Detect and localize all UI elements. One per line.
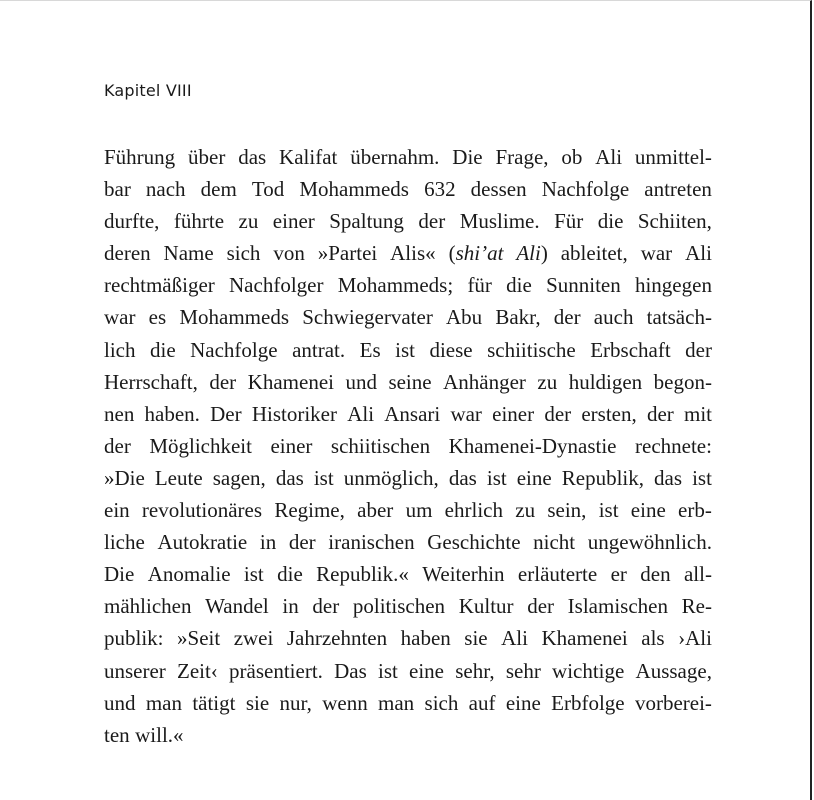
word: in: [259, 530, 277, 555]
word: das: [238, 145, 267, 169]
word: Geschichte: [427, 530, 521, 555]
text-line: [104, 687, 712, 719]
word: ist: [313, 465, 334, 490]
text-line: [104, 366, 712, 398]
word: liche: [104, 530, 145, 555]
word: 632: [424, 177, 456, 202]
word: ›Ali: [678, 626, 712, 651]
word: dem: [200, 177, 237, 202]
word: rechtmäßiger: [104, 273, 215, 298]
word: Muslime.: [459, 209, 540, 234]
word: zu: [238, 209, 259, 234]
word: Khamenei: [247, 369, 334, 394]
word: unmittel-: [634, 145, 712, 169]
text-line: [104, 558, 712, 590]
text-line: [104, 494, 712, 526]
word: auch: [593, 305, 634, 330]
word: das: [275, 465, 304, 490]
word: Mohammeds;: [337, 273, 454, 298]
word: für: [467, 273, 492, 298]
word: der: [104, 433, 131, 458]
word: über: [188, 145, 226, 169]
word: Aussage,: [635, 658, 712, 683]
word: Ali): [516, 241, 548, 266]
running-head: Kapitel VIII: [104, 81, 192, 100]
word: eine: [505, 690, 541, 715]
word: Ali: [685, 241, 712, 266]
word: mählichen: [104, 594, 192, 619]
word: Die: [104, 562, 135, 587]
text-line: [104, 141, 712, 173]
text-line: [104, 622, 712, 654]
text-line: [104, 237, 712, 269]
word: man: [145, 690, 182, 715]
body-text: [104, 141, 712, 751]
word: Führung: [104, 145, 176, 169]
word: sich: [226, 241, 261, 266]
word: ist: [692, 465, 712, 490]
word: diese: [429, 337, 473, 362]
word: Herrschaft,: [104, 369, 198, 394]
word: Es: [359, 337, 381, 362]
word: lich: [104, 337, 136, 362]
word: den: [640, 562, 671, 587]
word: und: [345, 369, 377, 394]
text-line: [104, 173, 712, 205]
word: mit: [683, 401, 712, 426]
word: Republik,: [561, 465, 644, 490]
word: Kultur: [458, 594, 514, 619]
word: hingegen: [634, 273, 712, 298]
word: Der: [210, 401, 242, 426]
word: man: [378, 690, 415, 715]
word: tatsäch-: [646, 305, 712, 330]
word: ist: [598, 498, 619, 523]
text-line: [104, 205, 712, 237]
word: die: [149, 337, 176, 362]
word: revolutionäres: [141, 498, 263, 523]
word: zwei: [233, 626, 274, 651]
word: von: [273, 241, 305, 266]
word: antreten: [644, 177, 712, 202]
word: Khamenei: [541, 626, 628, 651]
word: nach: [145, 177, 186, 202]
word: und: [104, 690, 136, 715]
word: der: [646, 401, 674, 426]
word: ist: [243, 562, 264, 587]
word: Islamischen: [567, 594, 668, 619]
word: Autokratie: [157, 530, 248, 555]
word: der: [553, 305, 581, 330]
word: Ansari: [384, 401, 441, 426]
word: Ali: [347, 401, 375, 426]
text-line: [104, 719, 712, 751]
word: rechnete:: [635, 433, 712, 458]
word: aber: [357, 498, 394, 523]
word: wichtige: [552, 658, 625, 683]
word: das: [448, 465, 477, 490]
word: bar: [104, 177, 131, 202]
word: der: [312, 594, 340, 619]
text-line: [104, 590, 712, 622]
word: nicht: [533, 530, 576, 555]
word: will.«: [135, 722, 184, 747]
word: Weiterhin: [422, 562, 505, 587]
word: erb-: [678, 498, 712, 523]
word: Spaltung: [329, 209, 404, 234]
word: nen: [104, 401, 135, 426]
text-line: [104, 398, 712, 430]
word: ist: [395, 337, 415, 362]
word: Re-: [681, 594, 712, 619]
word: all-: [683, 562, 712, 587]
word: tätigt: [192, 690, 236, 715]
word: führte: [173, 209, 225, 234]
text-line: [104, 334, 712, 366]
word: Regime,: [274, 498, 345, 523]
word: war: [104, 305, 136, 330]
word: ist: [486, 465, 507, 490]
word: als: [641, 626, 665, 651]
word: ein: [104, 498, 130, 523]
word: Mohammeds: [179, 305, 290, 330]
word: war: [450, 401, 482, 426]
word: ungewöhnlich.: [587, 530, 712, 555]
word: der: [288, 530, 316, 555]
text-line: [104, 655, 712, 687]
word: Schiiten,: [637, 209, 712, 234]
word: huldigen: [568, 369, 643, 394]
word: auf: [468, 690, 496, 715]
word: Erbschaft: [590, 337, 671, 362]
text-line: [104, 269, 712, 301]
word: Nachfolge: [190, 337, 278, 362]
word: dessen: [470, 177, 527, 202]
word: Alis«: [390, 241, 436, 266]
word: sie: [245, 690, 270, 715]
word: (shi’at: [448, 241, 504, 266]
text-line: [104, 462, 712, 494]
word: unserer: [104, 658, 166, 683]
word: präsentiert.: [229, 658, 323, 683]
word: er: [610, 562, 627, 587]
word: einer: [270, 433, 313, 458]
text-line: [104, 301, 712, 333]
word: »Partei: [317, 241, 378, 266]
word: sie: [464, 626, 488, 651]
word: wenn: [322, 690, 368, 715]
word: ob: [561, 145, 583, 169]
word: deren: [104, 241, 151, 266]
word: Möglichkeit: [149, 433, 252, 458]
word: unmöglich,: [343, 465, 439, 490]
word: Ali: [595, 145, 623, 169]
word: Name: [163, 241, 214, 266]
word: iranischen: [328, 530, 415, 555]
word: Wandel: [205, 594, 269, 619]
word: sehr,: [455, 658, 495, 683]
word: sich: [424, 690, 459, 715]
word: einer: [272, 209, 315, 234]
word: der: [544, 401, 572, 426]
word: nur,: [279, 690, 312, 715]
word: seine: [388, 369, 432, 394]
word: es: [148, 305, 167, 330]
word: einer: [492, 401, 535, 426]
word: Erbfolge: [551, 690, 625, 715]
word: ableitet,: [560, 241, 628, 266]
word: Mohammeds: [299, 177, 409, 202]
word: Tod: [251, 177, 285, 202]
word: Bakr,: [495, 305, 541, 330]
word: Abu: [446, 305, 483, 330]
word: antrat.: [292, 337, 346, 362]
word: ehrlich: [444, 498, 503, 523]
word: übernahm.: [350, 145, 440, 169]
word: begon-: [653, 369, 712, 394]
word: haben: [400, 626, 451, 651]
word: Kalifat: [279, 145, 338, 169]
word: Nachfolge: [541, 177, 630, 202]
word: die: [506, 273, 532, 298]
word: der: [209, 369, 237, 394]
word: vorberei-: [634, 690, 712, 715]
word: schiitischen: [330, 433, 431, 458]
word: durfte,: [104, 209, 160, 234]
word: haben.: [144, 401, 200, 426]
word: eine: [516, 465, 552, 490]
word: um: [405, 498, 433, 523]
word: politischen: [352, 594, 446, 619]
word: eine: [409, 658, 445, 683]
word: Leute: [154, 465, 203, 490]
word: »Seit: [177, 626, 221, 651]
word: der: [527, 594, 555, 619]
word: Historiker: [251, 401, 337, 426]
word: Republik.«: [316, 562, 409, 587]
word: ten: [104, 722, 130, 747]
word: ersten,: [581, 401, 637, 426]
word: »Die: [104, 465, 145, 490]
word: sein,: [547, 498, 587, 523]
word: Anomalie: [147, 562, 231, 587]
word: war: [640, 241, 673, 266]
word: schiitische: [487, 337, 576, 362]
word: ist: [377, 658, 398, 683]
word: Die: [452, 145, 483, 169]
word: publik:: [104, 626, 164, 651]
word: Zeit‹: [177, 658, 218, 683]
word: die: [597, 209, 624, 234]
word: Anhänger: [443, 369, 526, 394]
word: Nachfolger: [229, 273, 324, 298]
word: Ali: [501, 626, 528, 651]
word: Frage,: [495, 145, 549, 169]
word: die: [277, 562, 303, 587]
word: sagen,: [212, 465, 266, 490]
word: erläuterte: [517, 562, 598, 587]
word: Khamenei-Dynastie: [448, 433, 617, 458]
word: eine: [630, 498, 666, 523]
word: in: [282, 594, 299, 619]
word: zu: [537, 369, 558, 394]
word: der: [418, 209, 446, 234]
text-line: [104, 526, 712, 558]
word: Jahrzehnten: [286, 626, 388, 651]
text-line: [104, 430, 712, 462]
word: Das: [334, 658, 367, 683]
word: Schwiegervater: [302, 305, 433, 330]
word: sehr: [505, 658, 541, 683]
word: Für: [554, 209, 584, 234]
word: Sunniten: [546, 273, 621, 298]
word: der: [685, 337, 712, 362]
word: das: [654, 465, 683, 490]
word: zu: [515, 498, 536, 523]
